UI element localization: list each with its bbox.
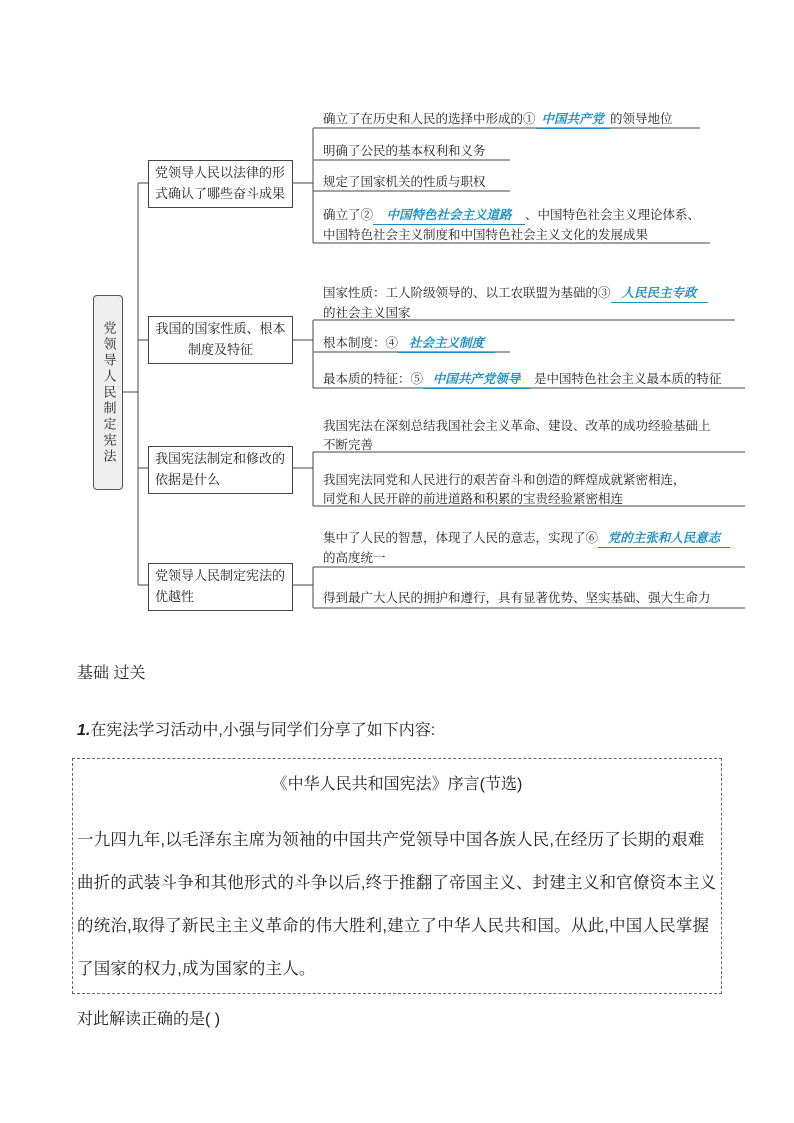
leaf-1-4: 确立了② 中国特色社会主义道路 、中国特色社会主义理论体系、 中国特色社会主义制度和中国特色社会主义文化的发展成果	[323, 207, 701, 242]
answer-1: 中国共产党	[536, 109, 611, 129]
mindmap-root: 党领导人民制定宪法	[93, 295, 123, 490]
question-1	[77, 717, 435, 740]
leaf-4-2: 得到最广大人民的拥护和遵行，具有显著优势、坚实基础、强大生命力	[323, 590, 711, 605]
quote-box	[72, 758, 722, 994]
quote-title: 《中华人民共和国宪法》序言(节选)	[271, 776, 523, 793]
answer-4: 社会主义制度	[398, 333, 495, 353]
answer-6: 党的主张和人民意志	[598, 528, 730, 548]
answer-2: 中国特色社会主义道路	[373, 205, 525, 225]
branch-state-nature: 我国的国家性质、根本制度及特征	[148, 316, 293, 364]
leaf-1-3: 规定了国家机关的性质与职权	[323, 174, 486, 189]
leaf-2-2: 根本制度：④ 社会主义制度	[323, 333, 495, 353]
leaf-3-2: 我国宪法同党和人民进行的艰苦奋斗和创造的辉煌成就紧密相连， 同党和人民开辟的前进道路和积累的宝贵经验紧密相连	[323, 472, 686, 506]
leaf-2-3: 最本质的特征：⑤ 中国共产党领导 是中国特色社会主义最本质的特征	[323, 369, 722, 389]
leaf-1-2: 明确了公民的基本权利和义务	[323, 143, 486, 158]
answer-3: 人民民主专政	[611, 283, 708, 303]
leaf-2-1: 国家性质：工人阶级领导的、以工农联盟为基础的③ 人民民主专政 的社会主义国家	[323, 283, 708, 322]
question-text: 在宪法学习活动中,小强与同学们分享了如下内容:	[90, 722, 436, 739]
question-number: 1.	[77, 722, 91, 739]
branch-superiority: 党领导人民制定宪法的优越性	[148, 563, 293, 611]
leaf-4-1: 集中了人民的智慧，体现了人民的意志，实现了⑥ 党的主张和人民意志 的高度统一	[323, 528, 730, 567]
branch-achievements: 党领导人民以法律的形式确认了哪些奋斗成果	[148, 160, 293, 208]
leaf-1-1: 确立了在历史和人民的选择中形成的① 中国共产党 的领导地位	[323, 109, 673, 129]
question-prompt: 对此解读正确的是( )	[77, 1011, 221, 1028]
leaf-3-1: 我国宪法在深刻总结我国社会主义革命、建设、改革的成功经验基础上 不断完善	[323, 418, 711, 452]
quote-body: 一九四九年,以毛泽东主席为领袖的中国共产党领导中国各族人民,在经历了长期的艰难曲折的武装斗争和其他形式的斗争以后,终于推翻了帝国主义、封建主义和官僚资本主义的统治,取得了新民主主义革命的伟大胜利,建立了中华人民共和国。从此,中国人民掌握了国家的权力,成为国家的主人。	[77, 831, 717, 978]
branch-constitution-basis: 我国宪法制定和修改的依据是什么	[148, 446, 293, 494]
answer-5: 中国共产党领导	[423, 369, 530, 389]
section-title: 基础 过关	[77, 665, 146, 682]
